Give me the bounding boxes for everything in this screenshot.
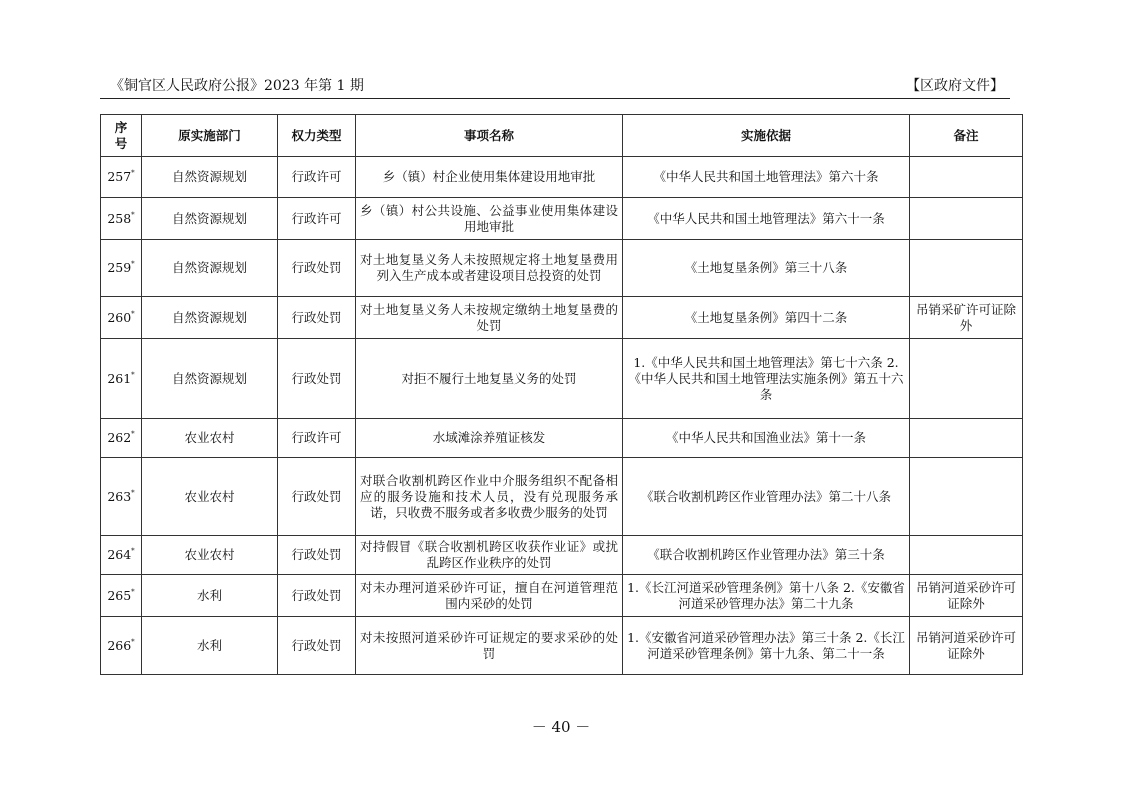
asterisk-mark: *	[131, 587, 135, 596]
table-row	[101, 198, 1023, 240]
column-header-basis: 实施依据	[623, 115, 910, 157]
basis-cell: 《联合收割机跨区作业管理办法》第二十八条	[623, 458, 910, 536]
item-name-cell: 对未办理河道采砂许可证，擅自在河道管理范围内采砂的处罚	[356, 575, 623, 617]
power-type-cell: 行政处罚	[278, 240, 356, 297]
page-number: － 40 －	[531, 718, 591, 736]
table-body	[101, 157, 1023, 675]
row-number: 265	[107, 587, 132, 603]
item-name-cell: 对土地复垦义务人未按规定缴纳土地复垦费的处罚	[356, 297, 623, 339]
basis-cell: 1.《中华人民共和国土地管理法》第七十六条 2.《中华人民共和国土地管理法实施条例》第五十六条	[623, 339, 910, 419]
basis-cell: 《中华人民共和国渔业法》第十一条	[623, 419, 910, 458]
row-number: 261	[107, 370, 132, 386]
item-name-cell: 乡（镇）村企业使用集体建设用地审批	[356, 157, 623, 198]
bulletin-title: 《铜官区人民政府公报》2023 年第 1 期	[110, 78, 364, 94]
table-row	[101, 419, 1023, 458]
row-number: 258	[107, 210, 132, 226]
basis-cell: 《中华人民共和国土地管理法》第六十一条	[623, 198, 910, 240]
department-cell: 水利	[142, 617, 278, 675]
row-number: 264	[107, 547, 132, 562]
basis-cell: 《中华人民共和国土地管理法》第六十条	[623, 157, 910, 198]
power-type-cell: 行政处罚	[278, 458, 356, 536]
asterisk-mark: *	[131, 637, 135, 646]
column-header-power-type: 权力类型	[278, 115, 356, 157]
department-cell: 水利	[142, 575, 278, 617]
note-cell: 吊销采矿许可证除外	[910, 297, 1023, 339]
item-name-cell: 水域滩涂养殖证核发	[356, 419, 623, 458]
row-number: 260	[107, 309, 132, 325]
power-type-cell: 行政处罚	[278, 617, 356, 675]
column-header-note: 备注	[910, 115, 1023, 157]
row-number: 263	[107, 488, 132, 504]
basis-cell: 1.《长江河道采砂管理条例》第十八条 2.《安徽省河道采砂管理办法》第二十九条	[623, 575, 910, 617]
asterisk-mark: *	[131, 547, 135, 555]
row-number-cell	[101, 575, 142, 617]
power-type-cell: 行政处罚	[278, 297, 356, 339]
item-name-cell: 对拒不履行土地复垦义务的处罚	[356, 339, 623, 419]
note-cell	[910, 419, 1023, 458]
table-row	[101, 297, 1023, 339]
section-label: 【区政府文件】	[906, 78, 1004, 94]
asterisk-mark: *	[131, 488, 135, 497]
note-cell: 吊销河道采砂许可证除外	[910, 617, 1023, 675]
table-header-row	[101, 115, 1023, 157]
note-cell	[910, 458, 1023, 536]
department-cell: 自然资源规划	[142, 157, 278, 198]
note-cell: 吊销河道采砂许可证除外	[910, 575, 1023, 617]
asterisk-mark: *	[131, 210, 135, 219]
page-header	[100, 76, 1010, 99]
row-number-cell	[101, 458, 142, 536]
row-number-cell	[101, 617, 142, 675]
table-row	[101, 339, 1023, 419]
item-name-cell: 乡（镇）村公共设施、公益事业使用集体建设用地审批	[356, 198, 623, 240]
note-cell	[910, 157, 1023, 198]
power-type-cell: 行政许可	[278, 157, 356, 198]
department-cell: 自然资源规划	[142, 240, 278, 297]
row-number-cell	[101, 198, 142, 240]
column-header-no: 序号	[101, 115, 142, 157]
department-cell: 农业农村	[142, 458, 278, 536]
table-row	[101, 617, 1023, 675]
basis-cell: 《联合收割机跨区作业管理办法》第三十条	[623, 536, 910, 575]
item-name-cell: 对持假冒《联合收割机跨区收获作业证》或扰乱跨区作业秩序的处罚	[356, 536, 623, 575]
asterisk-mark: *	[131, 260, 135, 268]
item-name-cell: 对土地复垦义务人未按照规定将土地复垦费用列入生产成本或者建设项目总投资的处罚	[356, 240, 623, 297]
asterisk-mark: *	[131, 430, 135, 438]
basis-cell: 《土地复垦条例》第三十八条	[623, 240, 910, 297]
item-name-cell: 对未按照河道采砂许可证规定的要求采砂的处罚	[356, 617, 623, 675]
row-number-cell	[101, 339, 142, 419]
note-cell	[910, 536, 1023, 575]
note-cell	[910, 198, 1023, 240]
item-name-cell: 对联合收割机跨区作业中介服务组织不配备相应的服务设施和技术人员，没有兑现服务承诺，只收费不服务或者多收费少服务的处罚	[356, 458, 623, 536]
row-number-cell	[101, 240, 142, 297]
row-number: 257	[107, 169, 132, 184]
row-number-cell	[101, 536, 142, 575]
basis-cell: 《土地复垦条例》第四十二条	[623, 297, 910, 339]
row-number: 266	[107, 637, 132, 653]
asterisk-mark: *	[131, 370, 135, 379]
column-header-department: 原实施部门	[142, 115, 278, 157]
department-cell: 自然资源规划	[142, 339, 278, 419]
table-row	[101, 157, 1023, 198]
table-row	[101, 458, 1023, 536]
table-row	[101, 240, 1023, 297]
row-number: 259	[107, 260, 132, 275]
power-type-cell: 行政许可	[278, 419, 356, 458]
power-list-table	[100, 114, 1023, 675]
column-header-item-name: 事项名称	[356, 115, 623, 157]
asterisk-mark: *	[131, 309, 135, 318]
department-cell: 农业农村	[142, 419, 278, 458]
power-type-cell: 行政处罚	[278, 575, 356, 617]
row-number-cell	[101, 419, 142, 458]
asterisk-mark: *	[131, 169, 135, 177]
row-number-cell	[101, 297, 142, 339]
table-row	[101, 575, 1023, 617]
power-type-cell: 行政许可	[278, 198, 356, 240]
department-cell: 自然资源规划	[142, 297, 278, 339]
basis-cell: 1.《安徽省河道采砂管理办法》第三十条 2.《长江河道采砂管理条例》第十九条、第二十一条	[623, 617, 910, 675]
note-cell	[910, 240, 1023, 297]
department-cell: 自然资源规划	[142, 198, 278, 240]
department-cell: 农业农村	[142, 536, 278, 575]
power-type-cell: 行政处罚	[278, 536, 356, 575]
table-row	[101, 536, 1023, 575]
power-type-cell: 行政处罚	[278, 339, 356, 419]
note-cell	[910, 339, 1023, 419]
row-number-cell	[101, 157, 142, 198]
row-number: 262	[107, 430, 132, 445]
